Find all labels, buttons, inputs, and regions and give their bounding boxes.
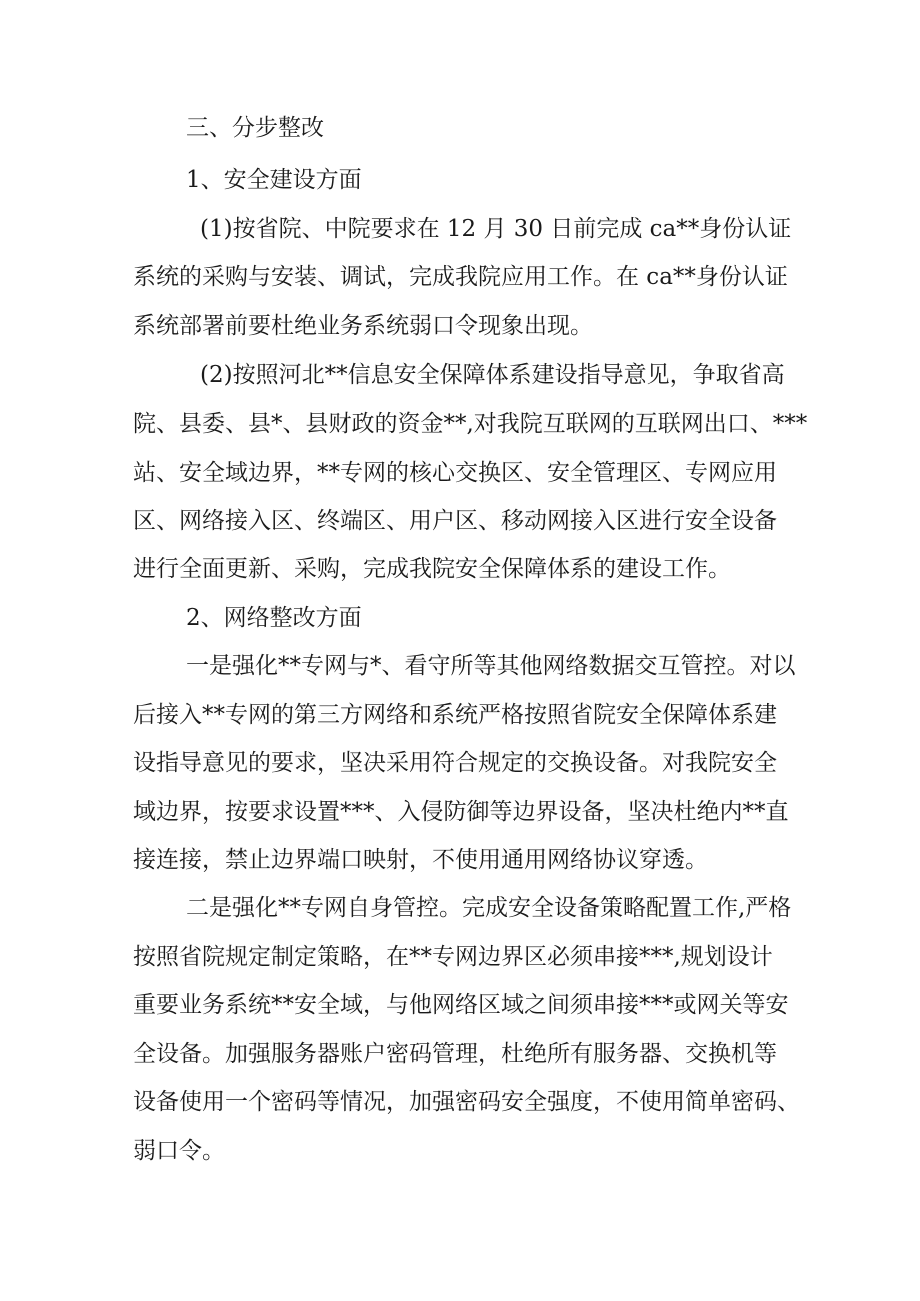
paragraph-1-line-2: 后接入**专网的第三方网络和系统严格按照省院安全保障体系建 [133,702,777,728]
subsection-2-heading: 2、网络整改方面 [186,605,362,631]
paragraph-1-line-5: 接连接，禁止边界端口映射，不使用通用网络协议穿透。 [133,847,708,873]
paragraph-1-line-1: 一是强化**专网与*、看守所等其他网络数据交互管控。对以 [186,653,796,679]
paragraph-1-line-3: 设指导意见的要求，坚决采用符合规定的交换设备。对我院安全 [133,750,777,776]
item-2-line-4: 区、网络接入区、终端区、用户区、移动网接入区进行安全设备 [133,508,777,534]
paragraph-2-line-5: 设备使用一个密码等情况，加强密码安全强度，不使用简单密码、 [133,1089,800,1115]
paragraph-2-line-3: 重要业务系统**安全域，与他网络区域之间须串接***或网关等安 [133,992,789,1018]
paragraph-1-line-4: 域边界，按要求设置***、入侵防御等边界设备，坚决杜绝内**直 [133,799,789,825]
item-2-line-1: (2)按照河北**信息安全保障体系建设指导意见，争取省高 [200,362,785,388]
section-heading: 三、分步整改 [186,115,324,141]
item-1-line-3: 系统部署前要杜绝业务系统弱口令现象出现。 [133,313,593,339]
item-2-line-2: 院、县委、县*、县财政的资金**,对我院互联网的互联网出口、*** [133,411,808,437]
item-2-line-5: 进行全面更新、采购，完成我院安全保障体系的建设工作。 [133,556,731,582]
paragraph-2-line-1: 二是强化**专网自身管控。完成安全设备策略配置工作,严格 [186,895,792,921]
item-1-line-2: 系统的采购与安装、调试，完成我院应用工作。在 ca**身份认证 [133,264,788,290]
subsection-1-heading: 1、安全建设方面 [186,167,362,193]
item-1-line-1: (1)按省院、中院要求在 12 月 30 日前完成 ca**身份认证 [200,216,792,242]
paragraph-2-line-2: 按照省院规定制定策略，在**专网边界区必须串接***,规划设计 [133,944,773,970]
paragraph-2-line-6: 弱口令。 [133,1138,225,1164]
paragraph-2-line-4: 全设备。加强服务器账户密码管理，杜绝所有服务器、交换机等 [133,1041,777,1067]
item-2-line-3: 站、安全域边界，**专网的核心交换区、安全管理区、专网应用 [133,460,777,486]
